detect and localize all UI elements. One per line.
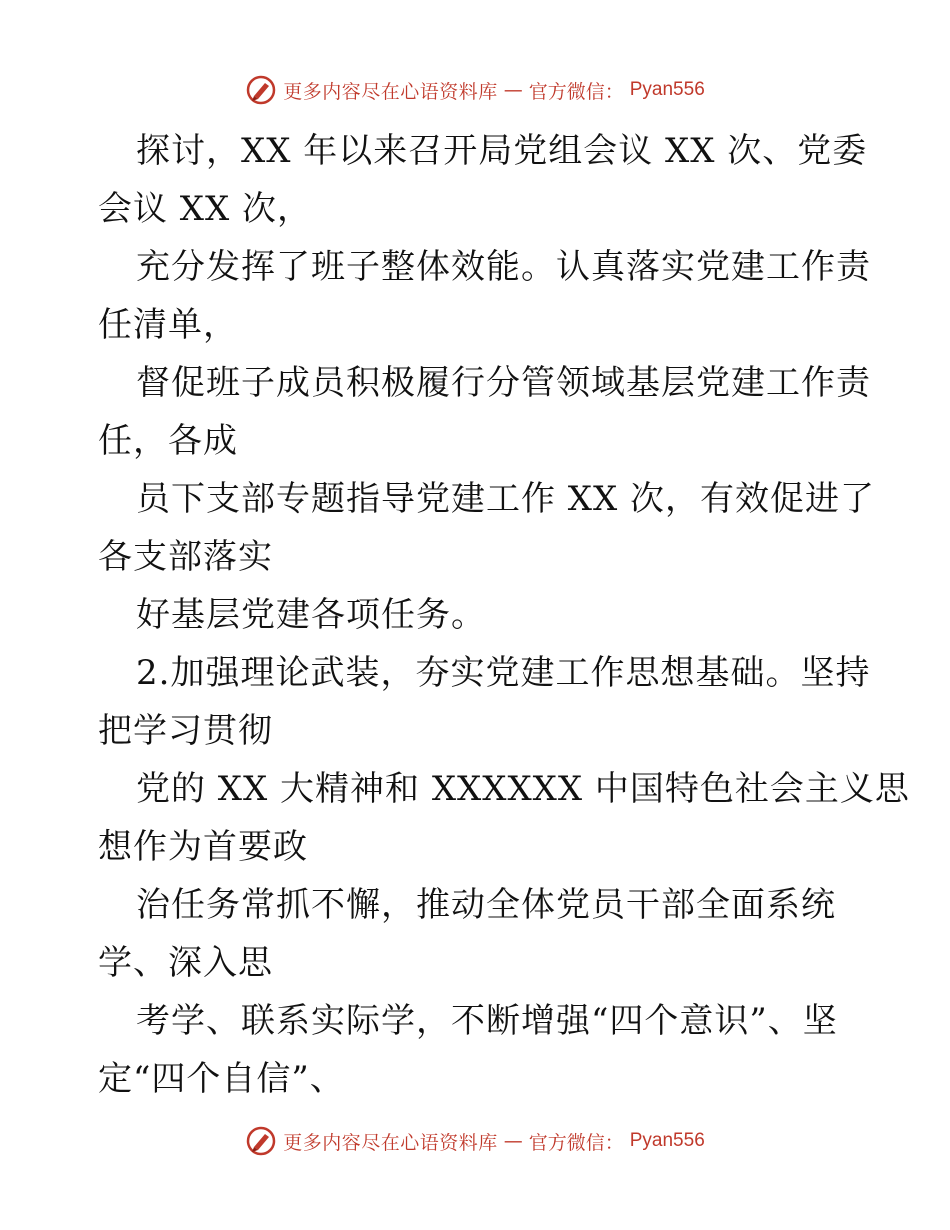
watermark-title: 更多内容尽在心语资料库 <box>283 80 498 103</box>
header-watermark <box>0 70 950 110</box>
text-line: 治任务常抓不懈，推动全体党员干部全面系统 <box>136 885 836 925</box>
watermark-wechat-id: Pyan556 <box>629 79 705 100</box>
watermark-subtitle: 官方微信： <box>528 1131 624 1154</box>
text-line: 定“四个自信”、 <box>98 1059 345 1099</box>
text-line: 各支部落实 <box>98 537 273 577</box>
text-line: 探讨，XX 年以来召开局党组会议 XX 次、党委 <box>136 131 868 171</box>
text-line: 好基层党建各项任务。 <box>136 595 486 635</box>
pen-logo-icon <box>245 1125 277 1157</box>
watermark-title: 更多内容尽在心语资料库 <box>283 1131 498 1154</box>
text-line: 学、深入思 <box>98 943 273 983</box>
text-line: 会议 XX 次， <box>98 189 313 229</box>
footer-watermark <box>0 1121 950 1161</box>
text-line: 党的 XX 大精神和 XXXXXX 中国特色社会主义思 <box>136 769 910 809</box>
watermark-dash: — <box>503 79 523 101</box>
text-line: 2.加强理论武装，夯实党建工作思想基础。坚持 <box>136 653 871 693</box>
text-line: 充分发挥了班子整体效能。认真落实党建工作责 <box>136 247 871 287</box>
watermark-dash: — <box>503 1130 523 1152</box>
pen-logo-icon <box>245 74 277 106</box>
text-line: 想作为首要政 <box>98 827 308 867</box>
document-body <box>98 122 910 1108</box>
text-line: 员下支部专题指导党建工作 XX 次，有效促进了 <box>136 479 876 519</box>
watermark-subtitle: 官方微信： <box>528 80 624 103</box>
text-line: 任清单， <box>98 305 238 345</box>
text-line: 考学、联系实际学，不断增强“四个意识”、坚 <box>136 1001 838 1041</box>
text-line: 督促班子成员积极履行分管领域基层党建工作责 <box>136 363 871 403</box>
text-line: 把学习贯彻 <box>98 711 273 751</box>
text-line: 任，各成 <box>98 421 238 461</box>
watermark-wechat-id: Pyan556 <box>629 1130 705 1151</box>
